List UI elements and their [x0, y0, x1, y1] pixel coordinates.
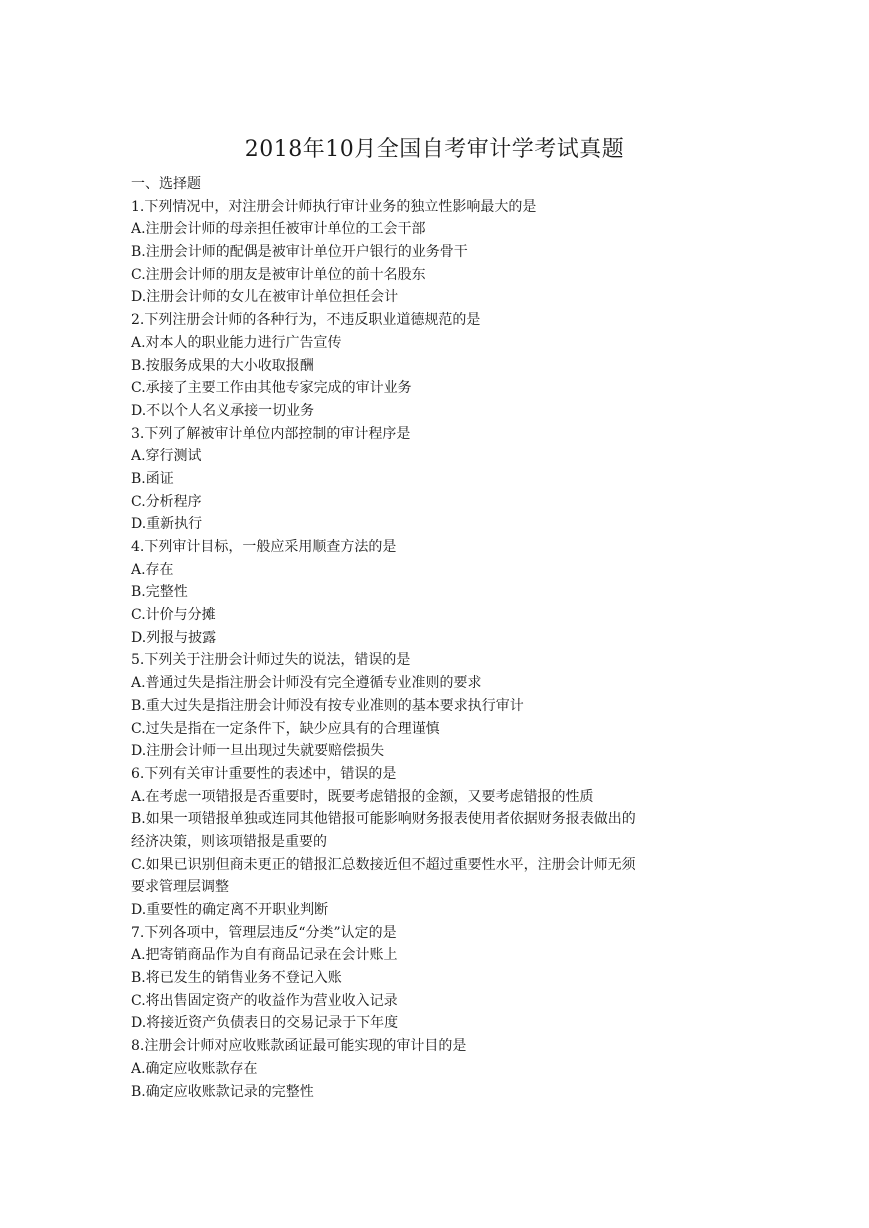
- question-stem: 6.下列有关审计重要性的表述中，错误的是: [131, 765, 397, 782]
- answer-option: A.把寄销商品作为自有商品记录在会计账上: [131, 947, 398, 964]
- text-continuation: 要求管理层调整: [131, 879, 229, 896]
- answer-option: A.普通过失是指注册会计师没有完全遵循专业准则的要求: [131, 675, 482, 692]
- answer-option: C.过失是指在一定条件下，缺少应具有的合理谨慎: [131, 720, 440, 737]
- question-stem: 1.下列情况中，对注册会计师执行审计业务的独立性影响最大的是: [131, 198, 537, 215]
- answer-option: D.注册会计师一旦出现过失就要赔偿损失: [131, 743, 385, 760]
- document-body: [131, 173, 701, 1103]
- answer-option: B.确定应收账款记录的完整性: [131, 1083, 314, 1100]
- question-stem: 4.下列审计目标，一般应采用顺查方法的是: [131, 539, 397, 555]
- answer-option: A.对本人的职业能力进行广告宣传: [131, 334, 342, 351]
- text-continuation: 经济决策，则该项错报是重要的: [131, 833, 327, 850]
- answer-option: C.注册会计师的朋友是被审计单位的前十名股东: [131, 266, 426, 283]
- answer-option: C.如果已识别但商未更正的错报汇总数接近但不超过重要性水平，注册会计师无须: [131, 856, 636, 873]
- answer-option: D.列报与披露: [131, 629, 217, 646]
- answer-option: B.按服务成果的大小收取报酬: [131, 357, 314, 374]
- answer-option: C.将出售固定资产的收益作为营业收入记录: [131, 992, 398, 1009]
- answer-option: B.完整性: [131, 584, 188, 601]
- answer-option: D.重新执行: [131, 516, 203, 533]
- answer-option: B.如果一项错报单独或连同其他错报可能影响财务报表使用者依据财务报表做出的: [131, 811, 636, 828]
- answer-option: A.存在: [131, 561, 174, 578]
- section-heading: 一、选择题: [131, 176, 201, 192]
- answer-option: A.注册会计师的母亲担任被审计单位的工会干部: [131, 221, 426, 238]
- answer-option: D.将接近资产负债表日的交易记录于下年度: [131, 1015, 399, 1032]
- answer-option: D.注册会计师的女儿在被审计单位担任会计: [131, 289, 399, 306]
- answer-option: A.确定应收账款存在: [131, 1060, 258, 1077]
- question-stem: 5.下列关于注册会计师过失的说法，错误的是: [131, 652, 411, 669]
- answer-option: C.分析程序: [131, 493, 202, 510]
- answer-option: B.注册会计师的配偶是被审计单位开户银行的业务骨干: [131, 244, 468, 261]
- question-list: [131, 196, 701, 1104]
- answer-option: A.穿行测试: [131, 448, 202, 465]
- answer-option: A.在考虑一项错报是否重要时，既要考虑错报的金额，又要考虑错报的性质: [131, 788, 594, 805]
- answer-option: D.重要性的确定离不开职业判断: [131, 902, 329, 918]
- answer-option: D.不以个人名义承接一切业务: [131, 402, 315, 419]
- question-stem: 7.下列各项中，管理层违反“分类”认定的是: [131, 924, 397, 941]
- answer-option: B.将已发生的销售业务不登记入账: [131, 970, 342, 987]
- answer-option: B.重大过失是指注册会计师没有按专业准则的基本要求执行审计: [131, 697, 524, 714]
- answer-option: C.计价与分摊: [131, 607, 216, 624]
- question-stem: 3.下列了解被审计单位内部控制的审计程序是: [131, 425, 411, 442]
- question-stem: 2.下列注册会计师的各种行为，不违反职业道德规范的是: [131, 312, 481, 329]
- answer-option: B.函证: [131, 470, 174, 487]
- answer-option: C.承接了主要工作由其他专家完成的审计业务: [131, 380, 412, 397]
- question-stem: 8.注册会计师对应收账款函证最可能实现的审计目的是: [131, 1038, 467, 1055]
- document-title: 2018年10月全国自考审计学考试真题: [244, 137, 625, 162]
